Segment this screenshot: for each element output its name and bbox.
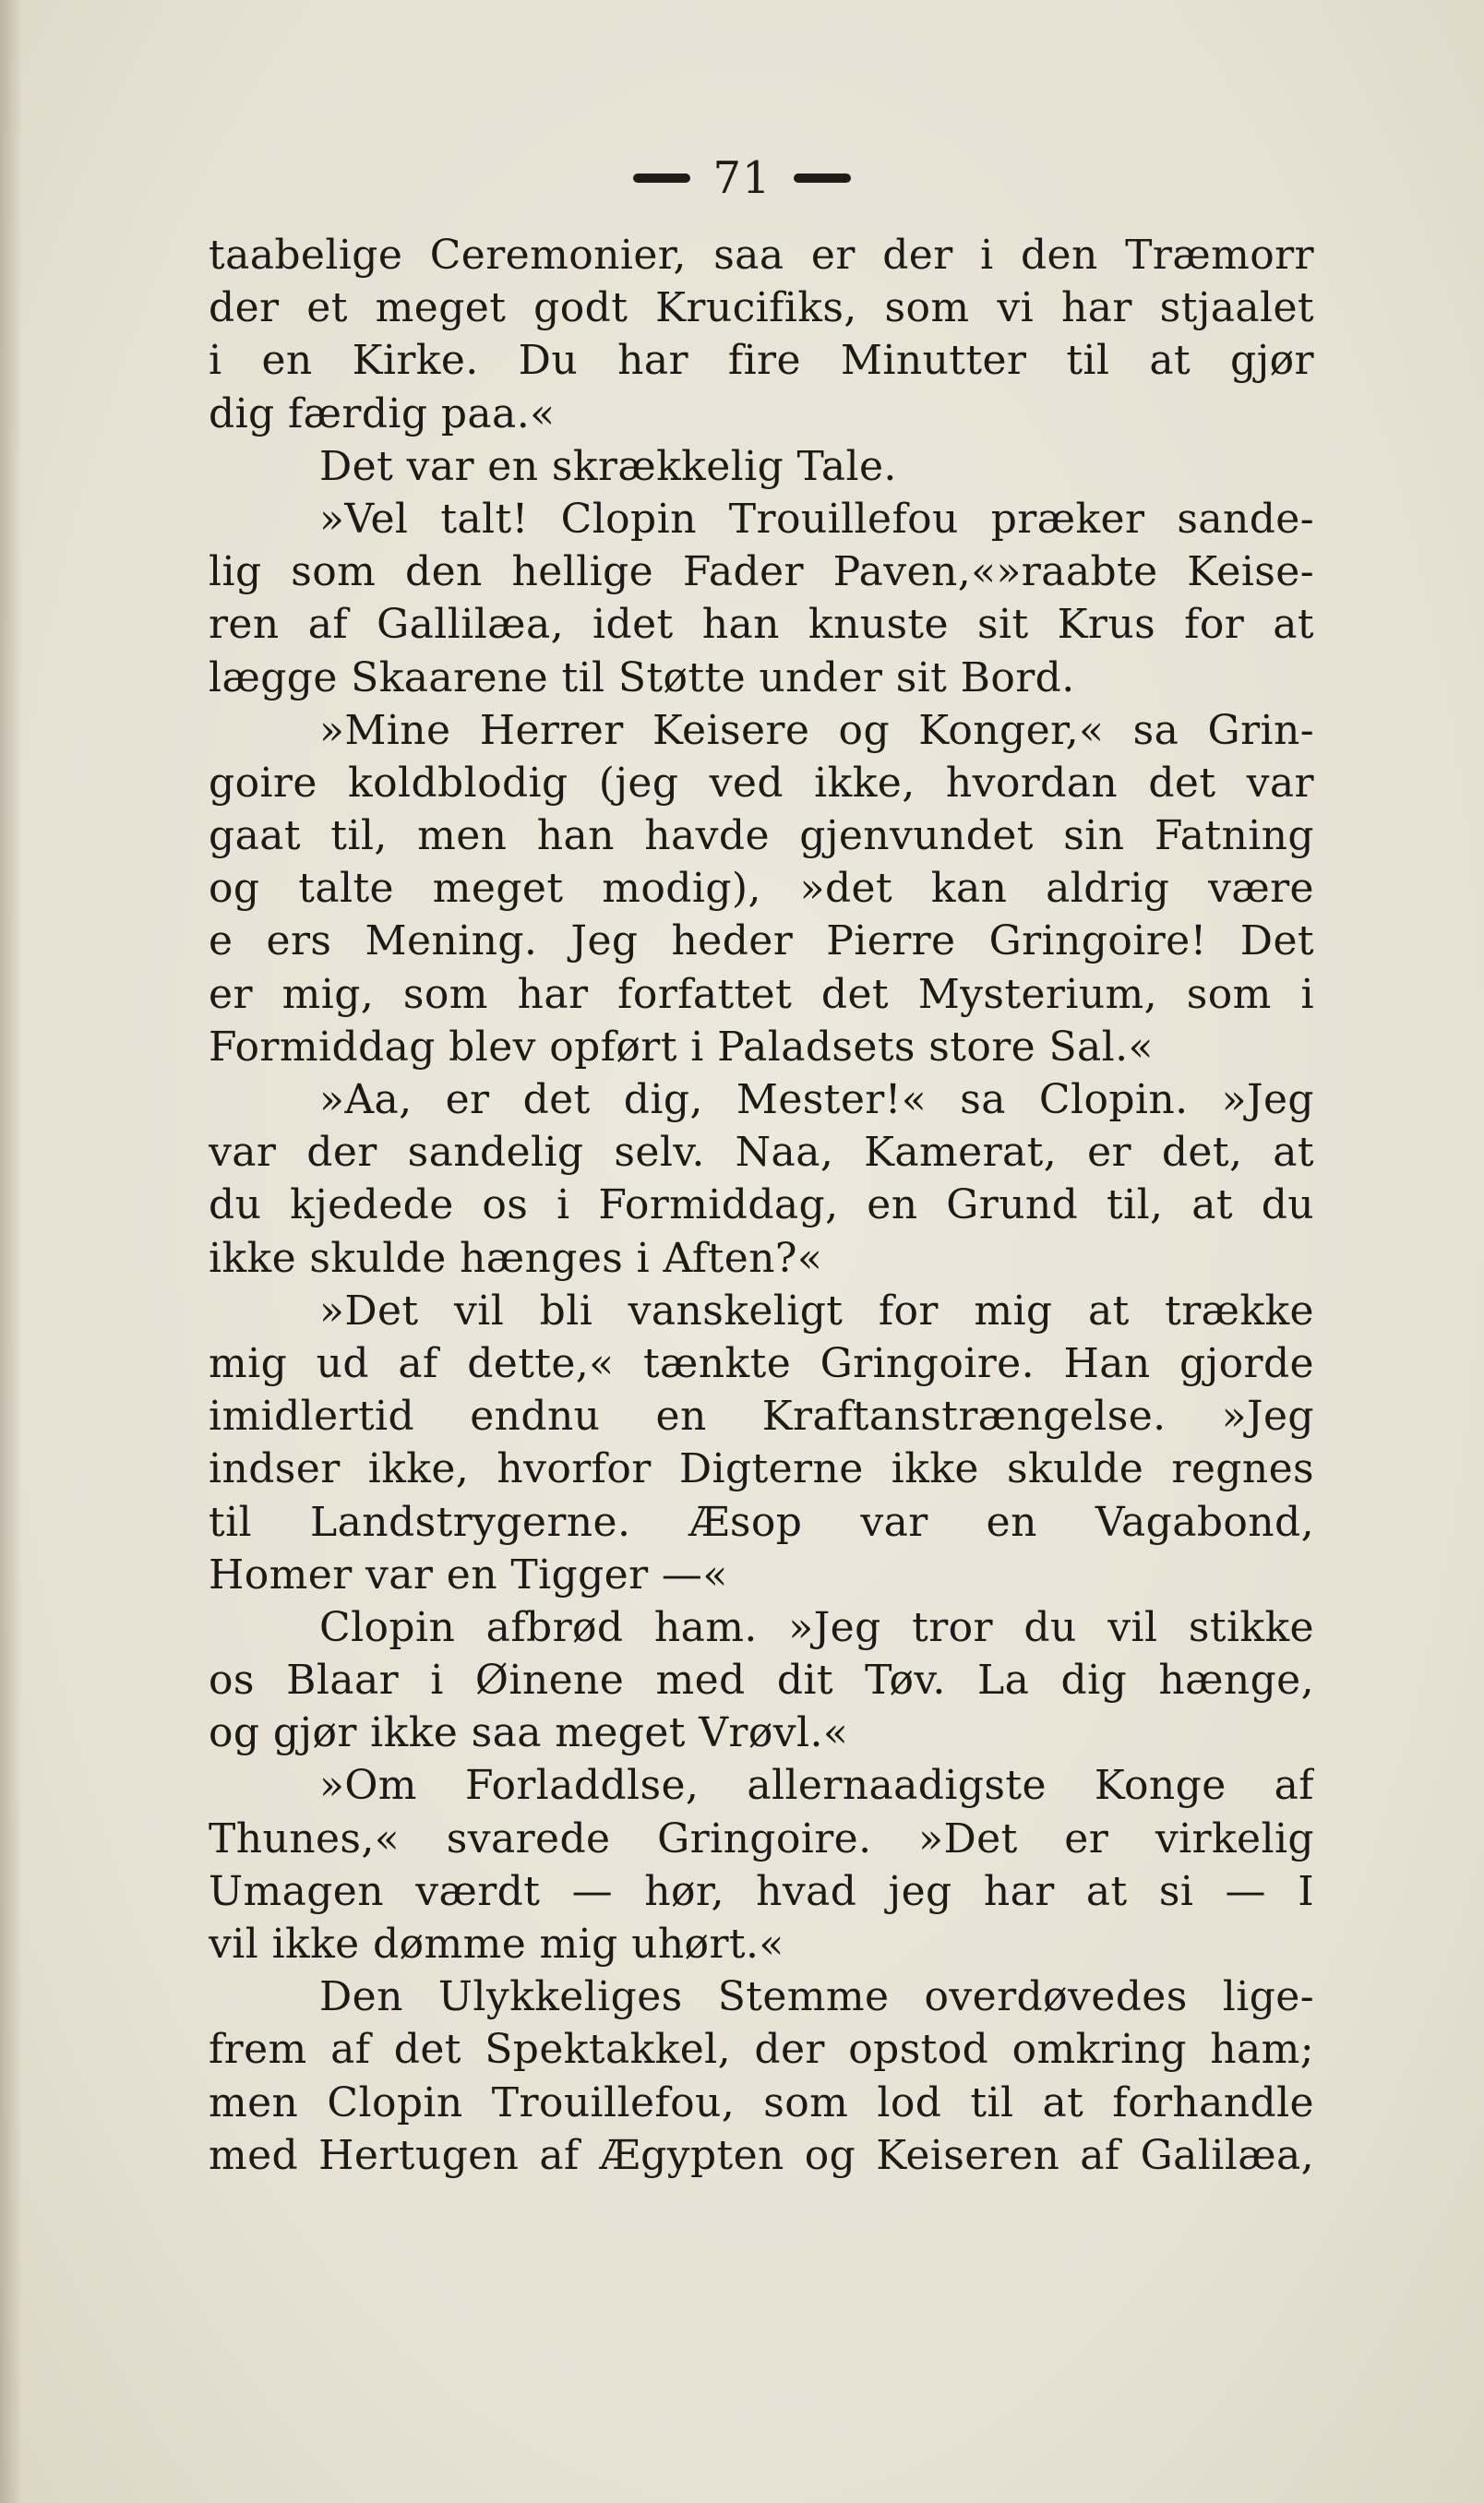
text-line: Formiddag blev opført i Paladsets store Sal.« bbox=[209, 1023, 1154, 1071]
text-line: lægge Skaarene til Støtte under sit Bord. bbox=[209, 653, 1075, 701]
text-line: goire koldblodig (jeg ved ikke, hvordan det var bbox=[209, 759, 1314, 807]
header-right-ornament bbox=[794, 174, 851, 183]
text-line: »Om Forladdlse, allernaadigste Konge af bbox=[319, 1762, 1314, 1810]
header-left-ornament bbox=[633, 174, 690, 183]
text-line: der et meget godt Krucifiks, som vi har stjaalet bbox=[209, 284, 1314, 332]
text-line: »Aa, er det dig, Mester!« sa Clopin. »Jeg bbox=[319, 1076, 1314, 1123]
text-line: »Vel talt! Clopin Trouillefou præker sande- bbox=[319, 495, 1314, 543]
text-line: Det var en skrækkelig Tale. bbox=[319, 442, 897, 490]
text-line: Umagen værdt — hør, hvad jeg har at si — I bbox=[209, 1867, 1314, 1915]
text-line: ikke skulde hænges i Aften?« bbox=[209, 1234, 823, 1282]
text-line: er mig, som har forfattet det Mysterium, som i bbox=[209, 970, 1314, 1018]
text-line: indser ikke, hvorfor Digterne ikke skulde regnes bbox=[209, 1445, 1314, 1493]
text-line: lig som den hellige Fader Paven,«»raabte Keise- bbox=[209, 548, 1314, 596]
text-line: gaat til, men han havde gjenvundet sin Fatning bbox=[209, 812, 1314, 860]
text-line: du kjedede os i Formiddag, en Grund til, at du bbox=[209, 1181, 1314, 1229]
text-line: os Blaar i Øinene med dit Tøv. La dig hænge, bbox=[209, 1657, 1314, 1705]
text-line: e ers Mening. Jeg heder Pierre Gringoire! Det bbox=[209, 917, 1314, 965]
text-line: imidlertid endnu en Kraftanstrængelse. »Jeg bbox=[209, 1393, 1314, 1441]
text-line: Clopin afbrød ham. »Jeg tror du vil stikke bbox=[319, 1603, 1314, 1651]
text-line: Homer var en Tigger —« bbox=[209, 1551, 728, 1599]
text-line: frem af det Spektakkel, der opstod omkring ham; bbox=[209, 2026, 1314, 2074]
text-line: Thunes,« svarede Gringoire. »Det er virkelig bbox=[209, 1814, 1314, 1862]
page-header bbox=[0, 146, 1484, 210]
text-line: »Mine Herrer Keisere og Konger,« sa Grin- bbox=[319, 706, 1314, 754]
text-line: taabelige Ceremonier, saa er der i den Træmorr bbox=[209, 232, 1314, 279]
text-line: og gjør ikke saa meget Vrøvl.« bbox=[209, 1709, 849, 1757]
page-edge-shadow bbox=[0, 0, 22, 2503]
text-line: ren af Gallilæa, idet han knuste sit Krus for at bbox=[209, 601, 1314, 649]
page-number: 71 bbox=[712, 152, 772, 204]
text-line: mig ud af dette,« tænkte Gringoire. Han gjorde bbox=[209, 1339, 1314, 1387]
text-line: dig færdig paa.« bbox=[209, 389, 556, 437]
text-line: med Hertugen af Ægypten og Keiseren af Galilæa, bbox=[209, 2131, 1314, 2179]
text-line: og talte meget modig), »det kan aldrig være bbox=[209, 865, 1314, 913]
text-line: vil ikke dømme mig uhørt.« bbox=[209, 1921, 784, 1968]
text-line: Den Ulykkeliges Stemme overdøvedes lige- bbox=[319, 1973, 1314, 2021]
text-line: til Landstrygerne. Æsop var en Vagabond, bbox=[209, 1498, 1314, 1546]
body-text bbox=[209, 229, 1314, 2182]
text-line: i en Kirke. Du har fire Minutter til at gjør bbox=[209, 337, 1314, 385]
text-line: men Clopin Trouillefou, som lod til at forhandle bbox=[209, 2078, 1314, 2126]
text-line: »Det vil bli vanskeligt for mig at trække bbox=[319, 1287, 1314, 1335]
text-line: var der sandelig selv. Naa, Kamerat, er det, at bbox=[209, 1129, 1314, 1177]
